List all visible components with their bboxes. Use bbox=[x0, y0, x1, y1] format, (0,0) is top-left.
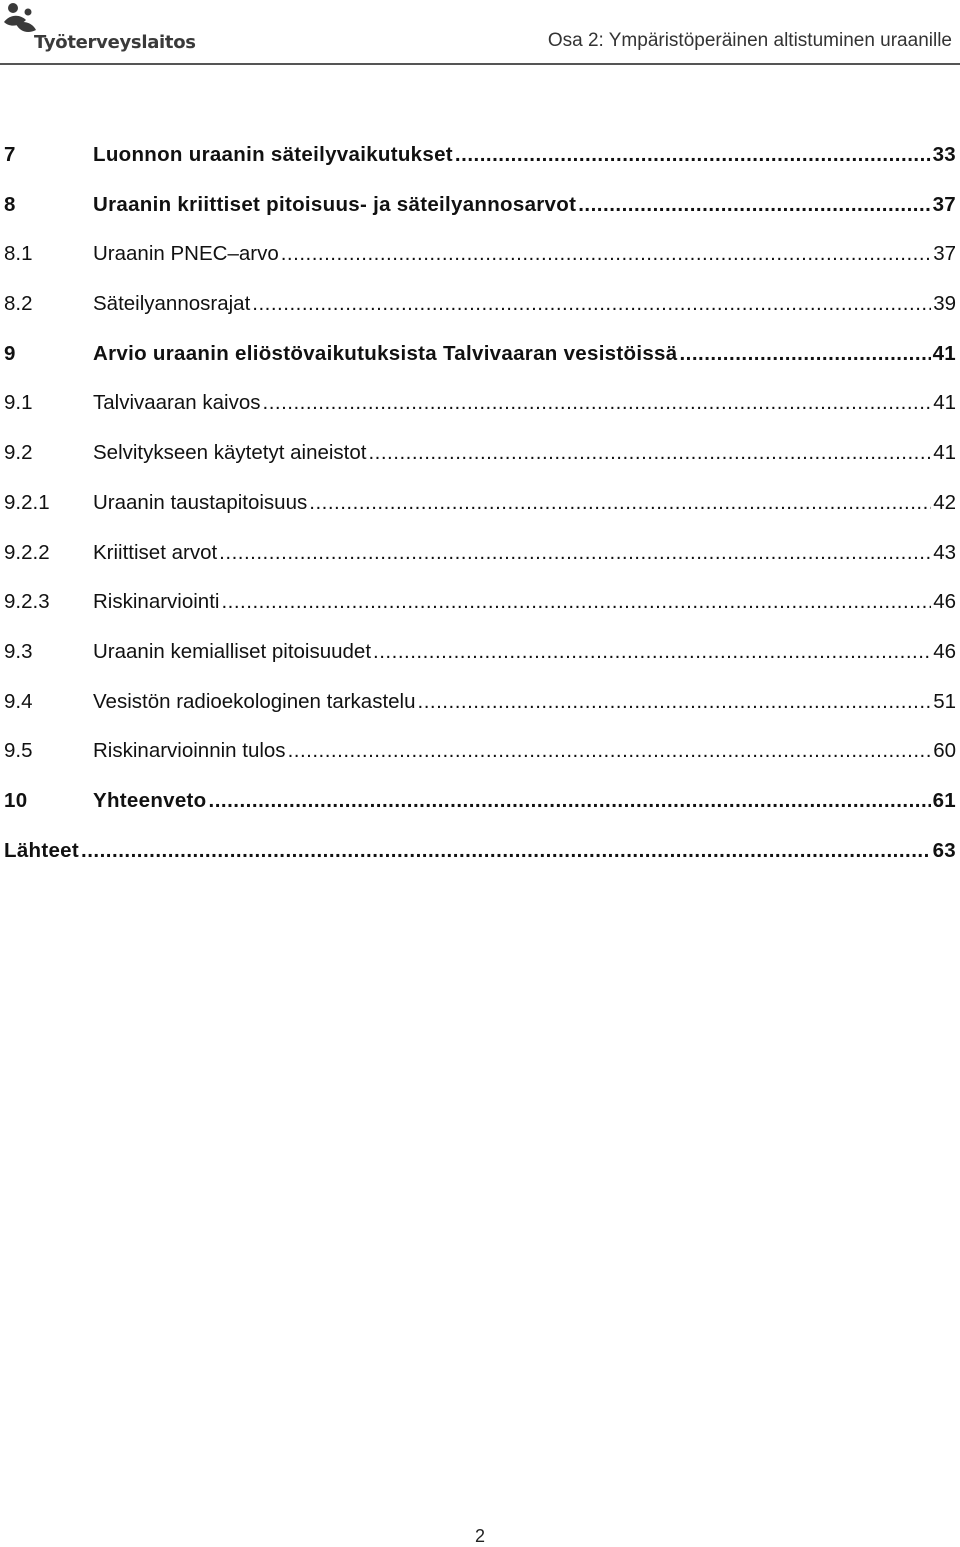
header-divider bbox=[0, 63, 960, 65]
toc-entry-line bbox=[93, 627, 956, 677]
toc-entry[interactable] bbox=[0, 130, 960, 180]
toc-entry-title: Selvitykseen käytetyt aineistot bbox=[93, 441, 367, 465]
toc-entry-page: 42 bbox=[933, 490, 956, 514]
toc-entry-page: 37 bbox=[933, 242, 956, 266]
toc-dot-leader bbox=[219, 528, 931, 578]
toc-entry-title: Yhteenveto bbox=[93, 788, 207, 812]
toc-entry[interactable] bbox=[0, 826, 960, 876]
toc-dot-leader bbox=[368, 428, 931, 478]
toc-entry[interactable] bbox=[0, 329, 960, 379]
toc-dot-leader bbox=[455, 130, 931, 180]
toc-entry-number: 9.3 bbox=[4, 639, 33, 663]
toc-entry-number: 7 bbox=[4, 143, 16, 166]
toc-entry-line bbox=[93, 180, 956, 230]
toc-entry-number: 8 bbox=[4, 192, 16, 216]
toc-dot-leader bbox=[373, 627, 931, 677]
toc-entry-line bbox=[93, 577, 956, 627]
toc-entry-title: Uraanin PNEC–arvo bbox=[93, 242, 279, 266]
toc-entry-number: 9.2 bbox=[4, 441, 33, 465]
toc-entry[interactable] bbox=[0, 279, 960, 329]
toc-entry-page: 46 bbox=[933, 590, 956, 614]
document-title: Osa 2: Ympäristöperäinen altistuminen uraanille bbox=[547, 30, 952, 51]
toc-entry-title: Säteilyannosrajat bbox=[93, 292, 251, 316]
toc-entry-number: 8.1 bbox=[4, 242, 33, 266]
toc-entry-line bbox=[93, 726, 956, 776]
toc-entry-number: 9.2.3 bbox=[4, 590, 50, 614]
toc-entry-line bbox=[93, 478, 956, 528]
toc-entry-number: 10 bbox=[4, 788, 28, 812]
toc-entry[interactable] bbox=[0, 776, 960, 826]
toc-entry-number: 9 bbox=[4, 341, 16, 365]
toc-entry[interactable] bbox=[0, 478, 960, 528]
toc-dot-leader bbox=[263, 378, 932, 428]
toc-dot-leader bbox=[209, 776, 931, 826]
toc-dot-leader bbox=[679, 329, 930, 379]
toc-entry-title: Arvio uraanin eliöstövaikutuksista Talvivaaran vesistöissä bbox=[93, 341, 678, 365]
toc-entry[interactable] bbox=[0, 528, 960, 578]
toc-entry[interactable] bbox=[0, 677, 960, 727]
toc-entry-line bbox=[93, 329, 956, 379]
toc-entry-line bbox=[93, 677, 956, 727]
toc-entry-title: Talvivaaran kaivos bbox=[93, 391, 261, 415]
toc-dot-leader bbox=[418, 677, 932, 727]
toc-entry-page: 60 bbox=[933, 739, 956, 763]
toc-entry-page: 41 bbox=[933, 441, 956, 465]
toc-dot-leader bbox=[288, 726, 932, 776]
toc-entry-page: 33 bbox=[932, 143, 956, 166]
toc-entry-number: 9.2.2 bbox=[4, 540, 50, 564]
toc-entry-line bbox=[93, 528, 956, 578]
toc-entry-page: 51 bbox=[933, 689, 956, 713]
toc-entry-number: 9.1 bbox=[4, 391, 33, 415]
toc-entry-number: 9.5 bbox=[4, 739, 33, 763]
toc-entry-line bbox=[4, 826, 956, 876]
toc-entry-page: 43 bbox=[933, 540, 956, 564]
logo-text: Työterveyslaitos bbox=[34, 32, 196, 53]
toc-dot-leader bbox=[309, 478, 931, 528]
toc-entry-page: 63 bbox=[932, 838, 956, 862]
toc-entry[interactable] bbox=[0, 428, 960, 478]
toc-entry-title: Uraanin kemialliset pitoisuudet bbox=[93, 639, 372, 663]
toc-entry-title: Uraanin taustapitoisuus bbox=[93, 490, 308, 514]
toc-entry-title: Vesistön radioekologinen tarkastelu bbox=[93, 689, 416, 713]
logo bbox=[2, 2, 196, 60]
page-header bbox=[0, 0, 960, 68]
toc-entry-page: 46 bbox=[933, 639, 956, 663]
toc-entry[interactable] bbox=[0, 627, 960, 677]
toc-entry[interactable] bbox=[0, 229, 960, 279]
toc-entry-page: 41 bbox=[932, 341, 956, 365]
toc-entry-number: 9.4 bbox=[4, 689, 33, 713]
toc-entry-line bbox=[93, 428, 956, 478]
toc-entry[interactable] bbox=[0, 378, 960, 428]
toc-entry-page: 39 bbox=[933, 292, 956, 316]
table-of-contents bbox=[0, 130, 960, 875]
toc-entry-title: Riskinarviointi bbox=[93, 590, 220, 614]
toc-entry-number: 9.2.1 bbox=[4, 490, 50, 514]
toc-entry-line bbox=[93, 776, 956, 826]
toc-entry-title: Luonnon uraanin säteilyvaikutukset bbox=[93, 143, 453, 166]
toc-entry-title: Uraanin kriittiset pitoisuus- ja säteilyannosarvot bbox=[93, 192, 577, 216]
toc-entry-line bbox=[93, 279, 956, 329]
toc-entry[interactable] bbox=[0, 180, 960, 230]
toc-dot-leader bbox=[578, 180, 930, 230]
toc-dot-leader bbox=[221, 577, 931, 627]
toc-entry-page: 61 bbox=[932, 788, 956, 812]
toc-entry-line bbox=[93, 378, 956, 428]
toc-dot-leader bbox=[281, 229, 931, 279]
toc-entry-title: Lähteet bbox=[4, 838, 80, 862]
toc-entry[interactable] bbox=[0, 726, 960, 776]
toc-dot-leader bbox=[252, 279, 931, 329]
toc-entry-line bbox=[93, 229, 956, 279]
toc-entry-number: 8.2 bbox=[4, 292, 33, 316]
toc-entry-title: Kriittiset arvot bbox=[93, 540, 218, 564]
toc-entry-page: 37 bbox=[932, 192, 956, 216]
page-number: 2 bbox=[474, 1526, 485, 1546]
toc-dot-leader bbox=[81, 826, 931, 876]
toc-entry-title: Riskinarvioinnin tulos bbox=[93, 739, 286, 763]
toc-entry-line bbox=[93, 130, 956, 180]
toc-entry[interactable] bbox=[0, 577, 960, 627]
toc-entry-page: 41 bbox=[933, 391, 956, 415]
